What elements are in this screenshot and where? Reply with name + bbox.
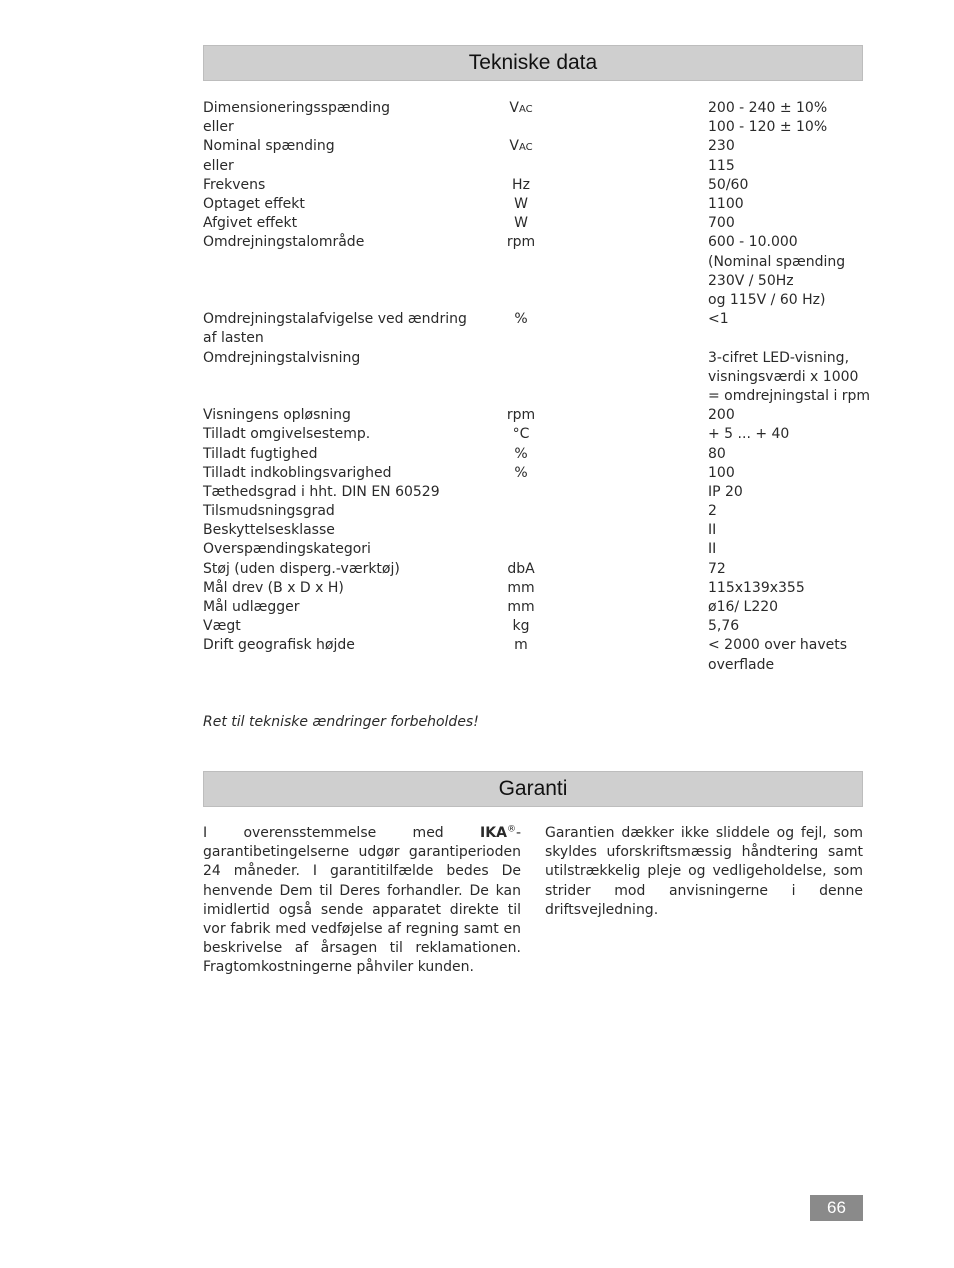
spec-label — [203, 560, 458, 579]
spec-value — [708, 406, 868, 425]
spec-row — [203, 502, 863, 521]
spec-label-line: Omdrejningstalafvigelse ved ændring — [203, 311, 467, 328]
disclaimer-note: Ret til tekniske ændringer forbeholdes! — [203, 714, 479, 730]
spec-row — [203, 214, 863, 233]
spec-value-line: 600 - 10.000 — [708, 234, 798, 251]
spec-row — [203, 406, 863, 425]
spec-row — [203, 349, 871, 407]
spec-label-line: af lasten — [203, 330, 264, 347]
spec-value-line: 100 — [708, 464, 735, 481]
section-header-garanti: Garanti — [203, 771, 863, 807]
spec-value-line: 100 - 120 ± 10% — [708, 119, 828, 136]
spec-label-line: Tilladt indkoblingsvarighed — [203, 464, 392, 481]
spec-value-line: 115x139x355 — [708, 579, 805, 596]
spec-value — [708, 483, 868, 502]
spec-row — [203, 617, 863, 636]
spec-value-line: 230V / 50Hz — [708, 272, 794, 289]
spec-unit — [471, 233, 571, 253]
spec-unit — [471, 617, 571, 637]
spec-unit-main: Hz — [512, 176, 530, 193]
spec-row — [203, 310, 863, 348]
spec-unit — [471, 464, 571, 484]
spec-value — [708, 598, 868, 617]
warranty-text-right: Garantien dækker ikke sliddele og fejl, som skyldes uforskriftsmæssig håndtering samt utilstrækkelig pleje og vedligeholdelse, som strider mod anvisningerne i denne driftsvejledning. — [545, 825, 863, 918]
brand-name: IKA — [480, 825, 507, 841]
spec-value-line: 72 — [708, 560, 726, 577]
spec-value-line: + 5 ... + 40 — [708, 426, 790, 443]
spec-row — [203, 560, 863, 579]
spec-unit-sub: AC — [518, 104, 533, 115]
spec-unit — [471, 445, 571, 465]
spec-label — [203, 464, 458, 483]
spec-row — [203, 176, 863, 195]
spec-value-line: = omdrejningstal i rpm — [708, 387, 871, 404]
spec-value — [708, 521, 868, 540]
spec-unit-main: W — [514, 195, 528, 212]
spec-row — [203, 445, 863, 464]
spec-value-line: <1 — [708, 311, 729, 328]
spec-value-line: 3-cifret LED-visning, — [708, 349, 850, 366]
spec-unit — [471, 137, 571, 157]
spec-row — [203, 483, 863, 502]
spec-value — [708, 195, 868, 214]
spec-unit-main: % — [514, 445, 528, 462]
spec-label-line: Omdrejningstalvisning — [203, 349, 361, 366]
spec-value — [708, 579, 868, 598]
spec-row — [203, 521, 863, 540]
spec-value — [708, 425, 868, 444]
spec-unit — [471, 560, 571, 580]
spec-unit-main: dbA — [507, 560, 535, 577]
spec-unit-main: m — [514, 637, 528, 654]
spec-value — [708, 445, 868, 464]
spec-label — [203, 233, 458, 252]
spec-row — [203, 195, 863, 214]
spec-value-line: 80 — [708, 445, 726, 462]
spec-unit-main: % — [514, 311, 528, 328]
spec-label — [203, 99, 458, 137]
spec-label — [203, 176, 458, 195]
spec-value-line: IP 20 — [708, 483, 743, 500]
spec-unit — [471, 636, 571, 656]
spec-value-line: II — [708, 522, 717, 539]
spec-label-line: Frekvens — [203, 176, 266, 193]
spec-row — [203, 137, 863, 175]
page-number: 66 — [810, 1195, 863, 1221]
spec-unit — [471, 176, 571, 196]
spec-value — [708, 502, 868, 521]
spec-table — [203, 99, 871, 675]
spec-label — [203, 521, 458, 540]
spec-value-line: ø16/ L220 — [708, 599, 779, 615]
spec-unit-sub: AC — [518, 142, 533, 154]
spec-value-line: 5,76 — [708, 618, 740, 635]
spec-row — [203, 598, 863, 617]
spec-label — [203, 636, 458, 655]
spec-unit — [471, 214, 571, 234]
spec-value-line: (Nominal spænding — [708, 253, 846, 270]
spec-label-line: Tæthedsgrad i hht. DIN EN 60529 — [203, 483, 440, 500]
spec-unit-main: V — [509, 138, 519, 155]
spec-label-line: Optaget effekt — [203, 195, 305, 212]
spec-label-line: Støj (uden disperg.-værktøj) — [203, 560, 400, 577]
spec-value — [708, 137, 868, 175]
spec-value — [708, 349, 871, 407]
spec-unit-main: V — [509, 100, 519, 116]
spec-value-line: og 115V / 60 Hz) — [708, 291, 826, 308]
spec-unit-main: % — [514, 464, 528, 481]
spec-label-line: Dimensioneringsspænding — [203, 100, 391, 116]
spec-label-line: Drift geografisk højde — [203, 637, 355, 654]
spec-unit-main: rpm — [506, 234, 536, 251]
spec-unit-main: kg — [512, 618, 530, 635]
spec-unit-main: rpm — [506, 407, 536, 424]
spec-label-line: Beskyttelsesklasse — [203, 522, 335, 539]
spec-value — [708, 560, 868, 579]
spec-label-line: eller — [203, 119, 234, 136]
warranty-left-prefix: I overensstemmelse med — [203, 825, 481, 841]
spec-value — [708, 464, 868, 483]
spec-label-line: Afgivet effekt — [203, 215, 298, 232]
spec-label — [203, 540, 458, 559]
spec-value-line: II — [708, 541, 717, 558]
spec-value-line: 200 — [708, 407, 735, 424]
spec-row — [203, 99, 863, 137]
spec-value-line: 50/60 — [708, 176, 749, 193]
spec-value — [708, 214, 868, 233]
spec-label — [203, 349, 458, 368]
spec-label — [203, 617, 458, 636]
spec-label — [203, 483, 458, 502]
spec-label-line: Overspændingskategori — [203, 541, 371, 558]
spec-label — [203, 598, 458, 617]
spec-label — [203, 310, 467, 348]
spec-label-line: eller — [203, 157, 234, 174]
spec-label-line: Visningens opløsning — [203, 407, 351, 424]
spec-label — [203, 195, 458, 214]
spec-label-line: Vægt — [203, 618, 241, 635]
spec-label-line: Mål udlægger — [203, 599, 300, 615]
spec-unit-main: W — [514, 215, 528, 232]
spec-value — [708, 99, 868, 137]
spec-label-line: Tilsmudsningsgrad — [203, 503, 335, 520]
spec-label-line: Nominal spænding — [203, 138, 335, 155]
spec-row — [203, 636, 863, 674]
spec-unit — [471, 310, 571, 330]
spec-label — [203, 214, 458, 233]
spec-label — [203, 137, 458, 175]
spec-value-line: 1100 — [708, 195, 744, 212]
spec-label — [203, 406, 458, 425]
spec-unit-main: mm — [507, 599, 535, 615]
spec-unit — [471, 598, 571, 618]
warranty-left-suffix: -garantibetingelserne udgør garantiperioden 24 måneder. I garantitilfælde bedes De henvende Dem til Deres forhandler. De kan imidlertid også sende apparatet direkte til vor fabrik med vedføjelse af regning samt en beskrivelse af årsagen til reklamationen. Fragtomkostningerne påhviler kunden. — [203, 825, 521, 976]
spec-label-line: Tilladt omgivelsestemp. — [203, 426, 371, 443]
spec-label — [203, 502, 458, 521]
section-header-tekniske-data: Tekniske data — [203, 45, 863, 81]
spec-unit — [471, 195, 571, 215]
spec-row — [203, 233, 863, 310]
spec-label — [203, 445, 458, 464]
spec-unit — [471, 406, 571, 426]
spec-row — [203, 425, 863, 444]
spec-unit — [471, 99, 571, 119]
spec-value-line: 200 - 240 ± 10% — [708, 100, 828, 116]
spec-value-line: < 2000 over havets — [708, 637, 848, 654]
spec-row — [203, 540, 863, 559]
registered-mark: ® — [506, 824, 516, 835]
spec-value — [708, 540, 868, 559]
spec-value-line: 700 — [708, 215, 735, 232]
spec-row — [203, 464, 863, 483]
spec-value-line: 2 — [708, 503, 717, 520]
spec-label-line: Mål drev (B x D x H) — [203, 579, 344, 596]
spec-row — [203, 579, 863, 598]
spec-label-line: Tilladt fugtighed — [203, 445, 318, 462]
spec-unit — [471, 579, 571, 599]
spec-value — [708, 636, 868, 674]
spec-label-line: Omdrejningstalområde — [203, 234, 365, 251]
spec-unit — [471, 425, 571, 445]
spec-value-line: visningsværdi x 1000 — [708, 368, 859, 385]
spec-value — [708, 176, 868, 195]
spec-unit-main: °C — [512, 426, 530, 443]
spec-unit-main: mm — [507, 579, 535, 596]
spec-label — [203, 425, 458, 444]
spec-value — [708, 233, 868, 310]
spec-value-line: 230 — [708, 138, 735, 155]
spec-value — [708, 617, 868, 636]
spec-value-line: 115 — [708, 157, 735, 174]
spec-label — [203, 579, 458, 598]
spec-value — [708, 310, 868, 329]
spec-value-line: overflade — [708, 656, 775, 673]
warranty-text-left — [203, 824, 521, 978]
